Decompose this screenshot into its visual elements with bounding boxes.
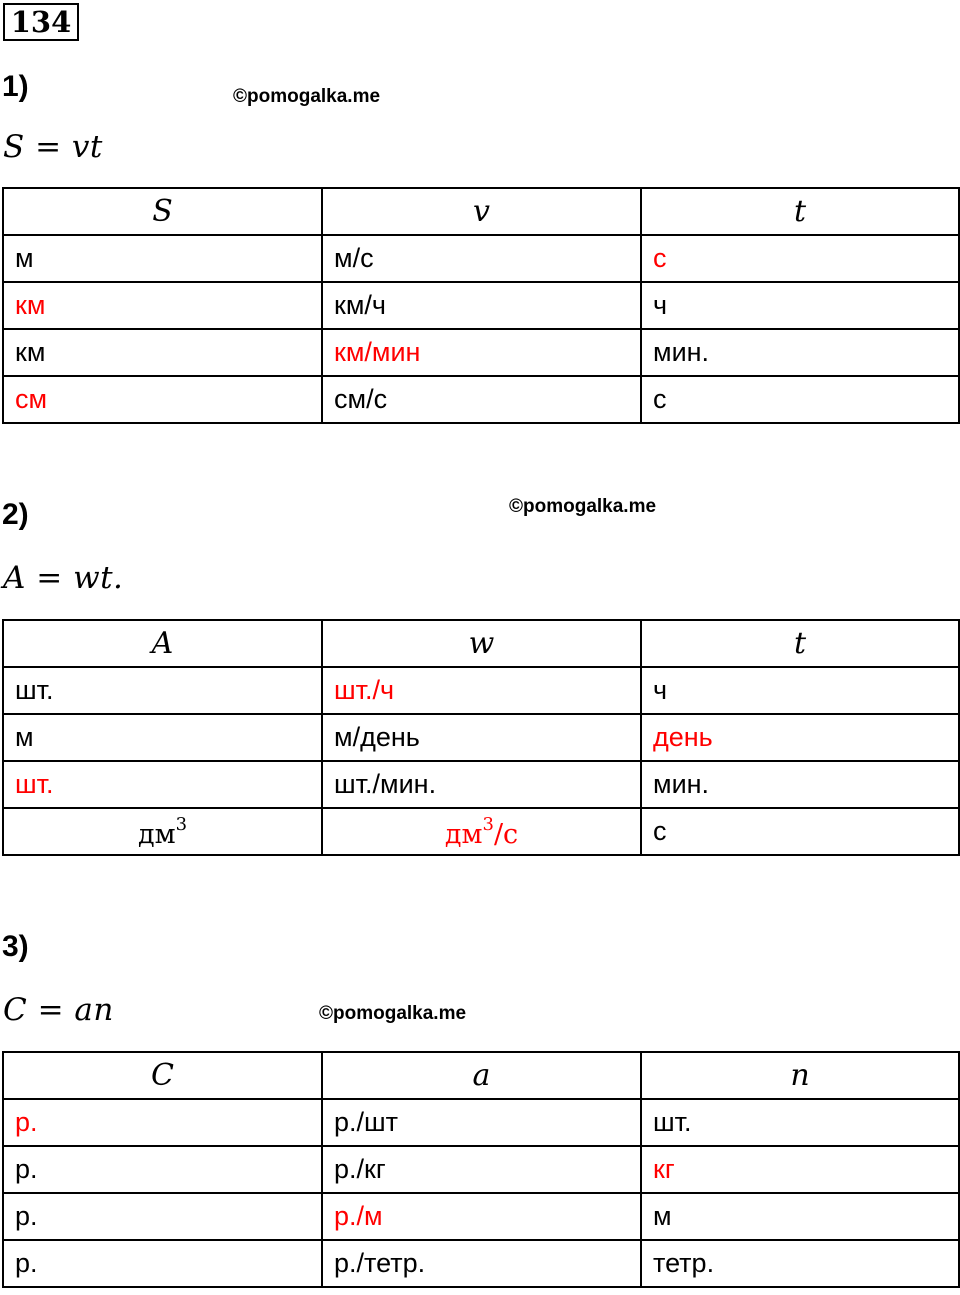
answer-cell: см bbox=[3, 376, 322, 423]
table-header-row bbox=[3, 620, 959, 667]
header-cell: t bbox=[641, 620, 959, 667]
cell-text-suffix: /с bbox=[493, 818, 519, 850]
superscript: 3 bbox=[482, 813, 494, 835]
table-row bbox=[3, 1099, 959, 1146]
watermark: ©pomogalka.me bbox=[233, 86, 381, 107]
watermark: ©pomogalka.me bbox=[319, 1003, 467, 1024]
table-row bbox=[3, 1240, 959, 1287]
table-cell: тетр. bbox=[641, 1240, 959, 1287]
header-cell: t bbox=[641, 188, 959, 235]
table-row bbox=[3, 376, 959, 423]
table-cell: р./кг bbox=[322, 1146, 641, 1193]
part-3-formula: С = an bbox=[3, 992, 114, 1028]
table-row bbox=[3, 1146, 959, 1193]
answer-cell: шт./ч bbox=[322, 667, 641, 714]
table-cell: м/с bbox=[322, 235, 641, 282]
part-2-label: 2) bbox=[2, 498, 29, 531]
table-cell: р./тетр. bbox=[322, 1240, 641, 1287]
answer-cell: день bbox=[641, 714, 959, 761]
table-row bbox=[3, 714, 959, 761]
table-cell: шт. bbox=[3, 667, 322, 714]
table-header-row bbox=[3, 188, 959, 235]
table-cell: см/с bbox=[322, 376, 641, 423]
header-cell: S bbox=[3, 188, 322, 235]
table-cell: с bbox=[641, 808, 959, 855]
answer-cell: р./м bbox=[322, 1193, 641, 1240]
table-cell: мин. bbox=[641, 761, 959, 808]
cell-text: дм bbox=[137, 818, 176, 850]
answer-cell: с bbox=[641, 235, 959, 282]
table-cell: м bbox=[641, 1193, 959, 1240]
table-row bbox=[3, 329, 959, 376]
table-cell: км bbox=[3, 329, 322, 376]
table-row bbox=[3, 808, 959, 855]
part-3-label: 3) bbox=[2, 930, 29, 963]
answer-cell: км bbox=[3, 282, 322, 329]
cell-text: дм bbox=[444, 818, 483, 850]
table-row bbox=[3, 235, 959, 282]
watermark: ©pomogalka.me bbox=[509, 496, 657, 517]
table-row bbox=[3, 282, 959, 329]
problem-number: 134 bbox=[3, 3, 79, 41]
answer-cell: км/мин bbox=[322, 329, 641, 376]
table-header-row bbox=[3, 1052, 959, 1099]
table-row bbox=[3, 761, 959, 808]
table-cell: м bbox=[3, 714, 322, 761]
header-cell: A bbox=[3, 620, 322, 667]
table-cell: р. bbox=[3, 1146, 322, 1193]
superscript: 3 bbox=[175, 813, 188, 835]
table-cell: ч bbox=[641, 667, 959, 714]
part-2-formula: A = wt. bbox=[3, 560, 124, 596]
header-cell: a bbox=[322, 1052, 641, 1099]
table-cell: р. bbox=[3, 1240, 322, 1287]
header-cell: C bbox=[3, 1052, 322, 1099]
part-3-table bbox=[2, 1051, 960, 1288]
table-cell: км/ч bbox=[322, 282, 641, 329]
table-cell: шт./мин. bbox=[322, 761, 641, 808]
part-1-table bbox=[2, 187, 960, 424]
part-1-formula: S = vt bbox=[3, 129, 103, 165]
table-cell: м/день bbox=[322, 714, 641, 761]
table-cell: шт. bbox=[641, 1099, 959, 1146]
header-cell: w bbox=[322, 620, 641, 667]
table-cell: р. bbox=[3, 1193, 322, 1240]
header-cell: v bbox=[322, 188, 641, 235]
answer-cell bbox=[322, 808, 641, 855]
table-cell: м bbox=[3, 235, 322, 282]
table-cell: р./шт bbox=[322, 1099, 641, 1146]
table-cell bbox=[3, 808, 322, 855]
answer-cell: р. bbox=[3, 1099, 322, 1146]
table-cell: мин. bbox=[641, 329, 959, 376]
table-cell: с bbox=[641, 376, 959, 423]
table-cell: ч bbox=[641, 282, 959, 329]
part-2-table bbox=[2, 619, 960, 856]
answer-cell: шт. bbox=[3, 761, 322, 808]
table-row bbox=[3, 667, 959, 714]
answer-cell: кг bbox=[641, 1146, 959, 1193]
part-1-label: 1) bbox=[2, 70, 29, 103]
table-row bbox=[3, 1193, 959, 1240]
header-cell: n bbox=[641, 1052, 959, 1099]
